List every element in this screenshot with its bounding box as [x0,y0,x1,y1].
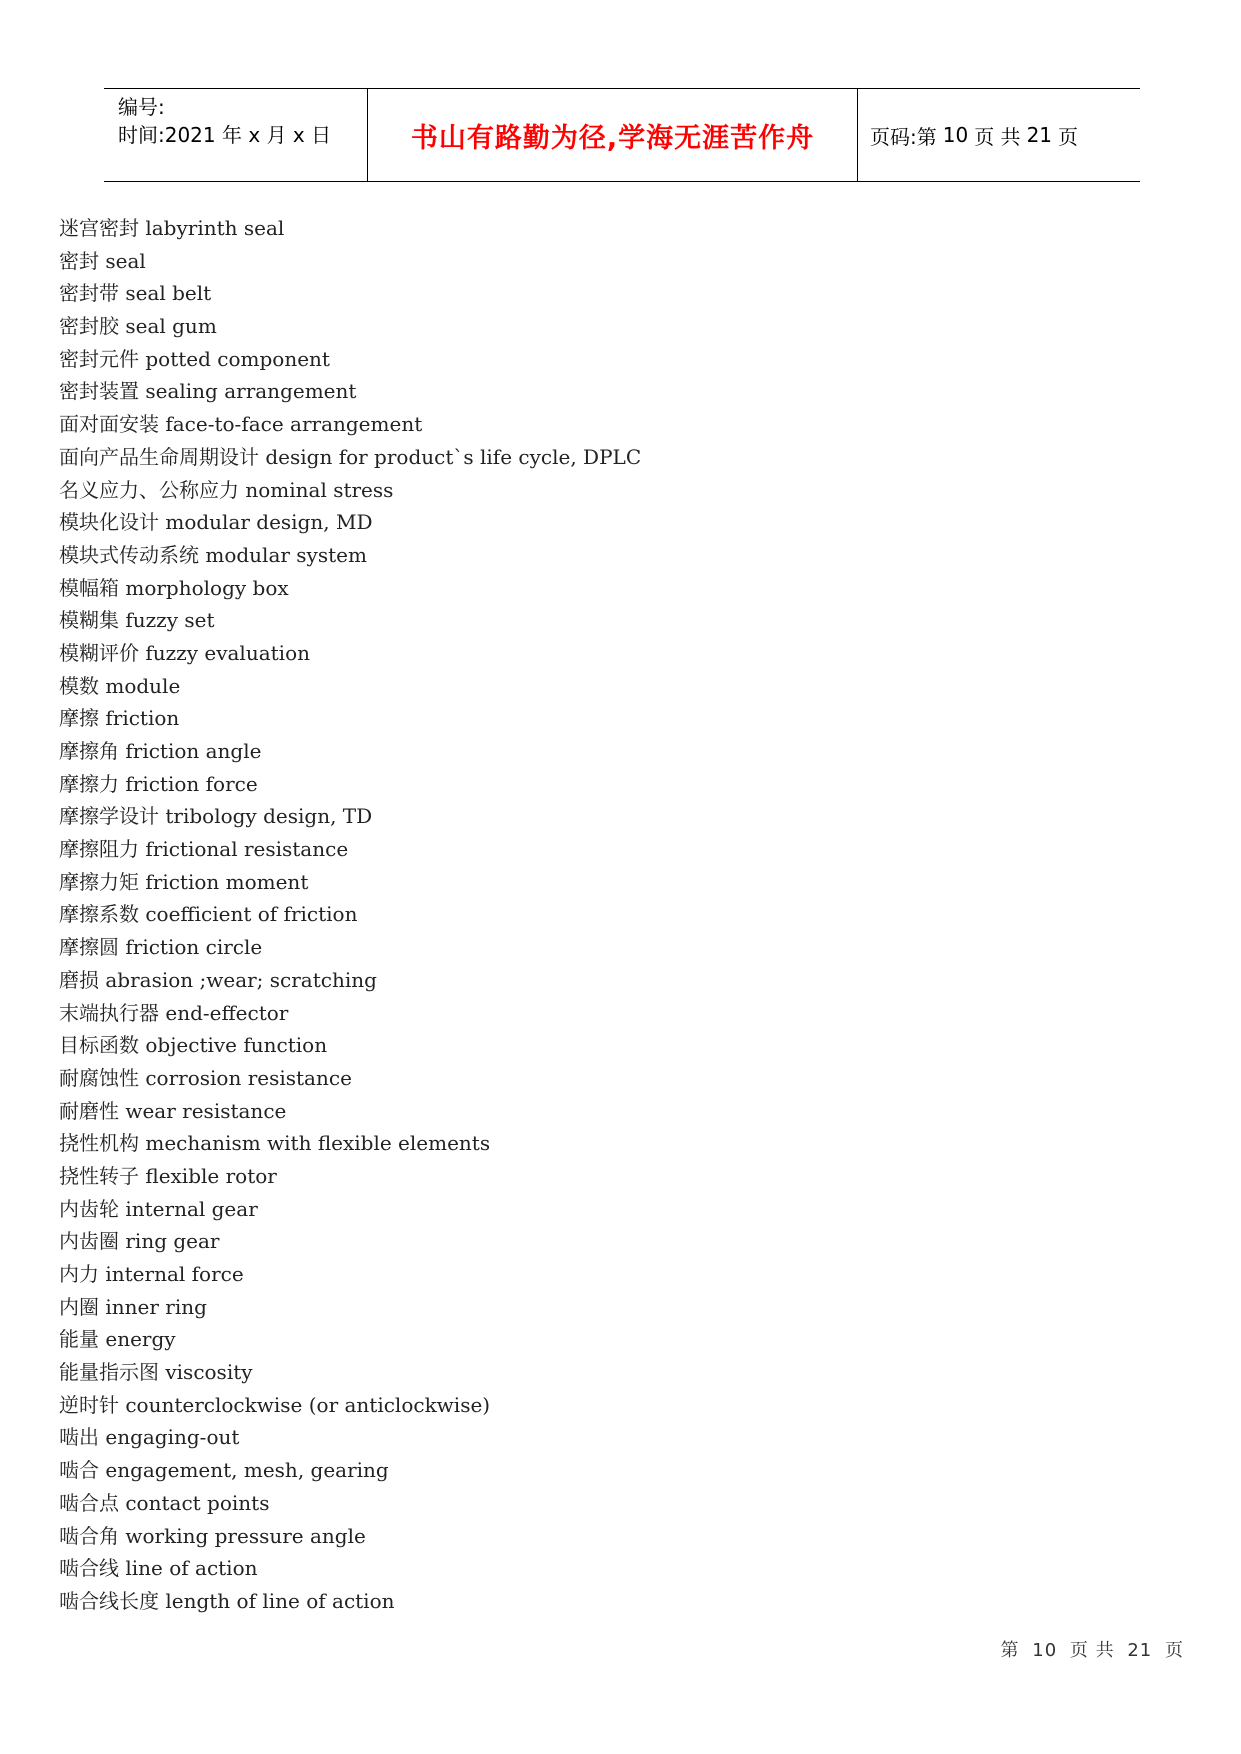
glossary-term: 逆时针 counterclockwise (or anticlockwise) [59,1392,491,1417]
glossary-term: 耐腐蚀性 corrosion resistance [59,1065,352,1090]
glossary-term: 啮合角 working pressure angle [59,1523,366,1548]
page-footer [998,1636,1187,1662]
glossary-term: 摩擦 friction [59,706,180,731]
header-page-current: 10 [942,123,969,147]
glossary-term: 能量指示图 viscosity [59,1360,253,1385]
glossary-term: 啮合线 line of action [59,1556,258,1581]
glossary-term: 末端执行器 end-effector [59,1000,289,1025]
document-number-label: 编号: [118,95,165,119]
header-page-prefix: 页码:第 [870,124,937,149]
document-time-label: 时间:2021 年 x 月 x 日 [118,123,332,147]
footer-mid: 页 共 [1069,1640,1115,1661]
glossary-term: 密封元件 potted component [59,346,330,371]
glossary-term: 密封装置 sealing arrangement [59,379,357,404]
glossary-term: 密封胶 seal gum [59,314,217,339]
glossary-term: 密封 seal [59,248,146,273]
glossary-term: 挠性转子 flexible rotor [59,1163,277,1188]
glossary-term: 模糊集 fuzzy set [59,608,215,633]
footer-page-total: 21 [1127,1640,1153,1661]
glossary-term: 名义应力、公称应力 nominal stress [59,477,394,502]
glossary-term: 摩擦力矩 friction moment [59,869,309,894]
glossary-term: 内齿轮 internal gear [59,1196,258,1221]
glossary-term-list [59,212,641,1618]
glossary-term: 啮合 engagement, mesh, gearing [59,1458,389,1483]
glossary-term: 摩擦阻力 frictional resistance [59,837,349,862]
header-page-suffix: 页 [1058,124,1079,149]
glossary-term: 能量 energy [59,1327,176,1352]
glossary-term: 模块式传动系统 modular system [59,542,367,567]
header-meta [104,89,368,181]
footer-prefix: 第 [1000,1640,1020,1661]
glossary-term: 啮合点 contact points [59,1490,270,1515]
glossary-term: 内力 internal force [59,1262,244,1286]
glossary-term: 目标函数 objective function [59,1033,328,1058]
header-page-number [858,89,1140,181]
glossary-term: 耐磨性 wear resistance [59,1098,287,1123]
glossary-term: 摩擦力 friction force [59,771,258,796]
glossary-term: 模块化设计 modular design, MD [59,510,373,535]
glossary-term: 模糊评价 fuzzy evaluation [59,640,310,665]
glossary-term: 迷宫密封 labyrinth seal [59,216,285,240]
glossary-term: 啮出 engaging-out [59,1425,240,1450]
glossary-term: 密封带 seal belt [59,281,212,306]
glossary-term: 内圈 inner ring [59,1294,207,1319]
footer-suffix: 页 [1165,1640,1184,1661]
glossary-term: 啮合线长度 length of line of action [59,1588,395,1613]
glossary-term: 摩擦圆 friction circle [59,935,263,960]
glossary-term: 内齿圈 ring gear [59,1229,220,1254]
footer-page-current: 10 [1032,1640,1058,1661]
glossary-term: 磨损 abrasion ;wear; scratching [59,967,377,992]
glossary-term: 模数 module [59,673,181,698]
glossary-term: 面对面安装 face-to-face arrangement [59,412,423,437]
glossary-term: 摩擦学设计 tribology design, TD [59,804,373,829]
page-header [104,88,1140,182]
glossary-term: 摩擦角 friction angle [59,739,262,763]
glossary-term: 模幅箱 morphology box [59,575,289,600]
glossary-term: 挠性机构 mechanism with flexible elements [59,1131,491,1156]
glossary-term: 面向产品生命周期设计 design for product`s life cycle, DPLC [59,444,642,469]
header-motto: 书山有路勤为径,学海无涯苦作舟 [368,89,858,181]
header-page-mid: 页 共 [974,124,1021,149]
header-page-total: 21 [1026,123,1053,147]
glossary-term: 摩擦系数 coefficient of friction [59,902,358,927]
